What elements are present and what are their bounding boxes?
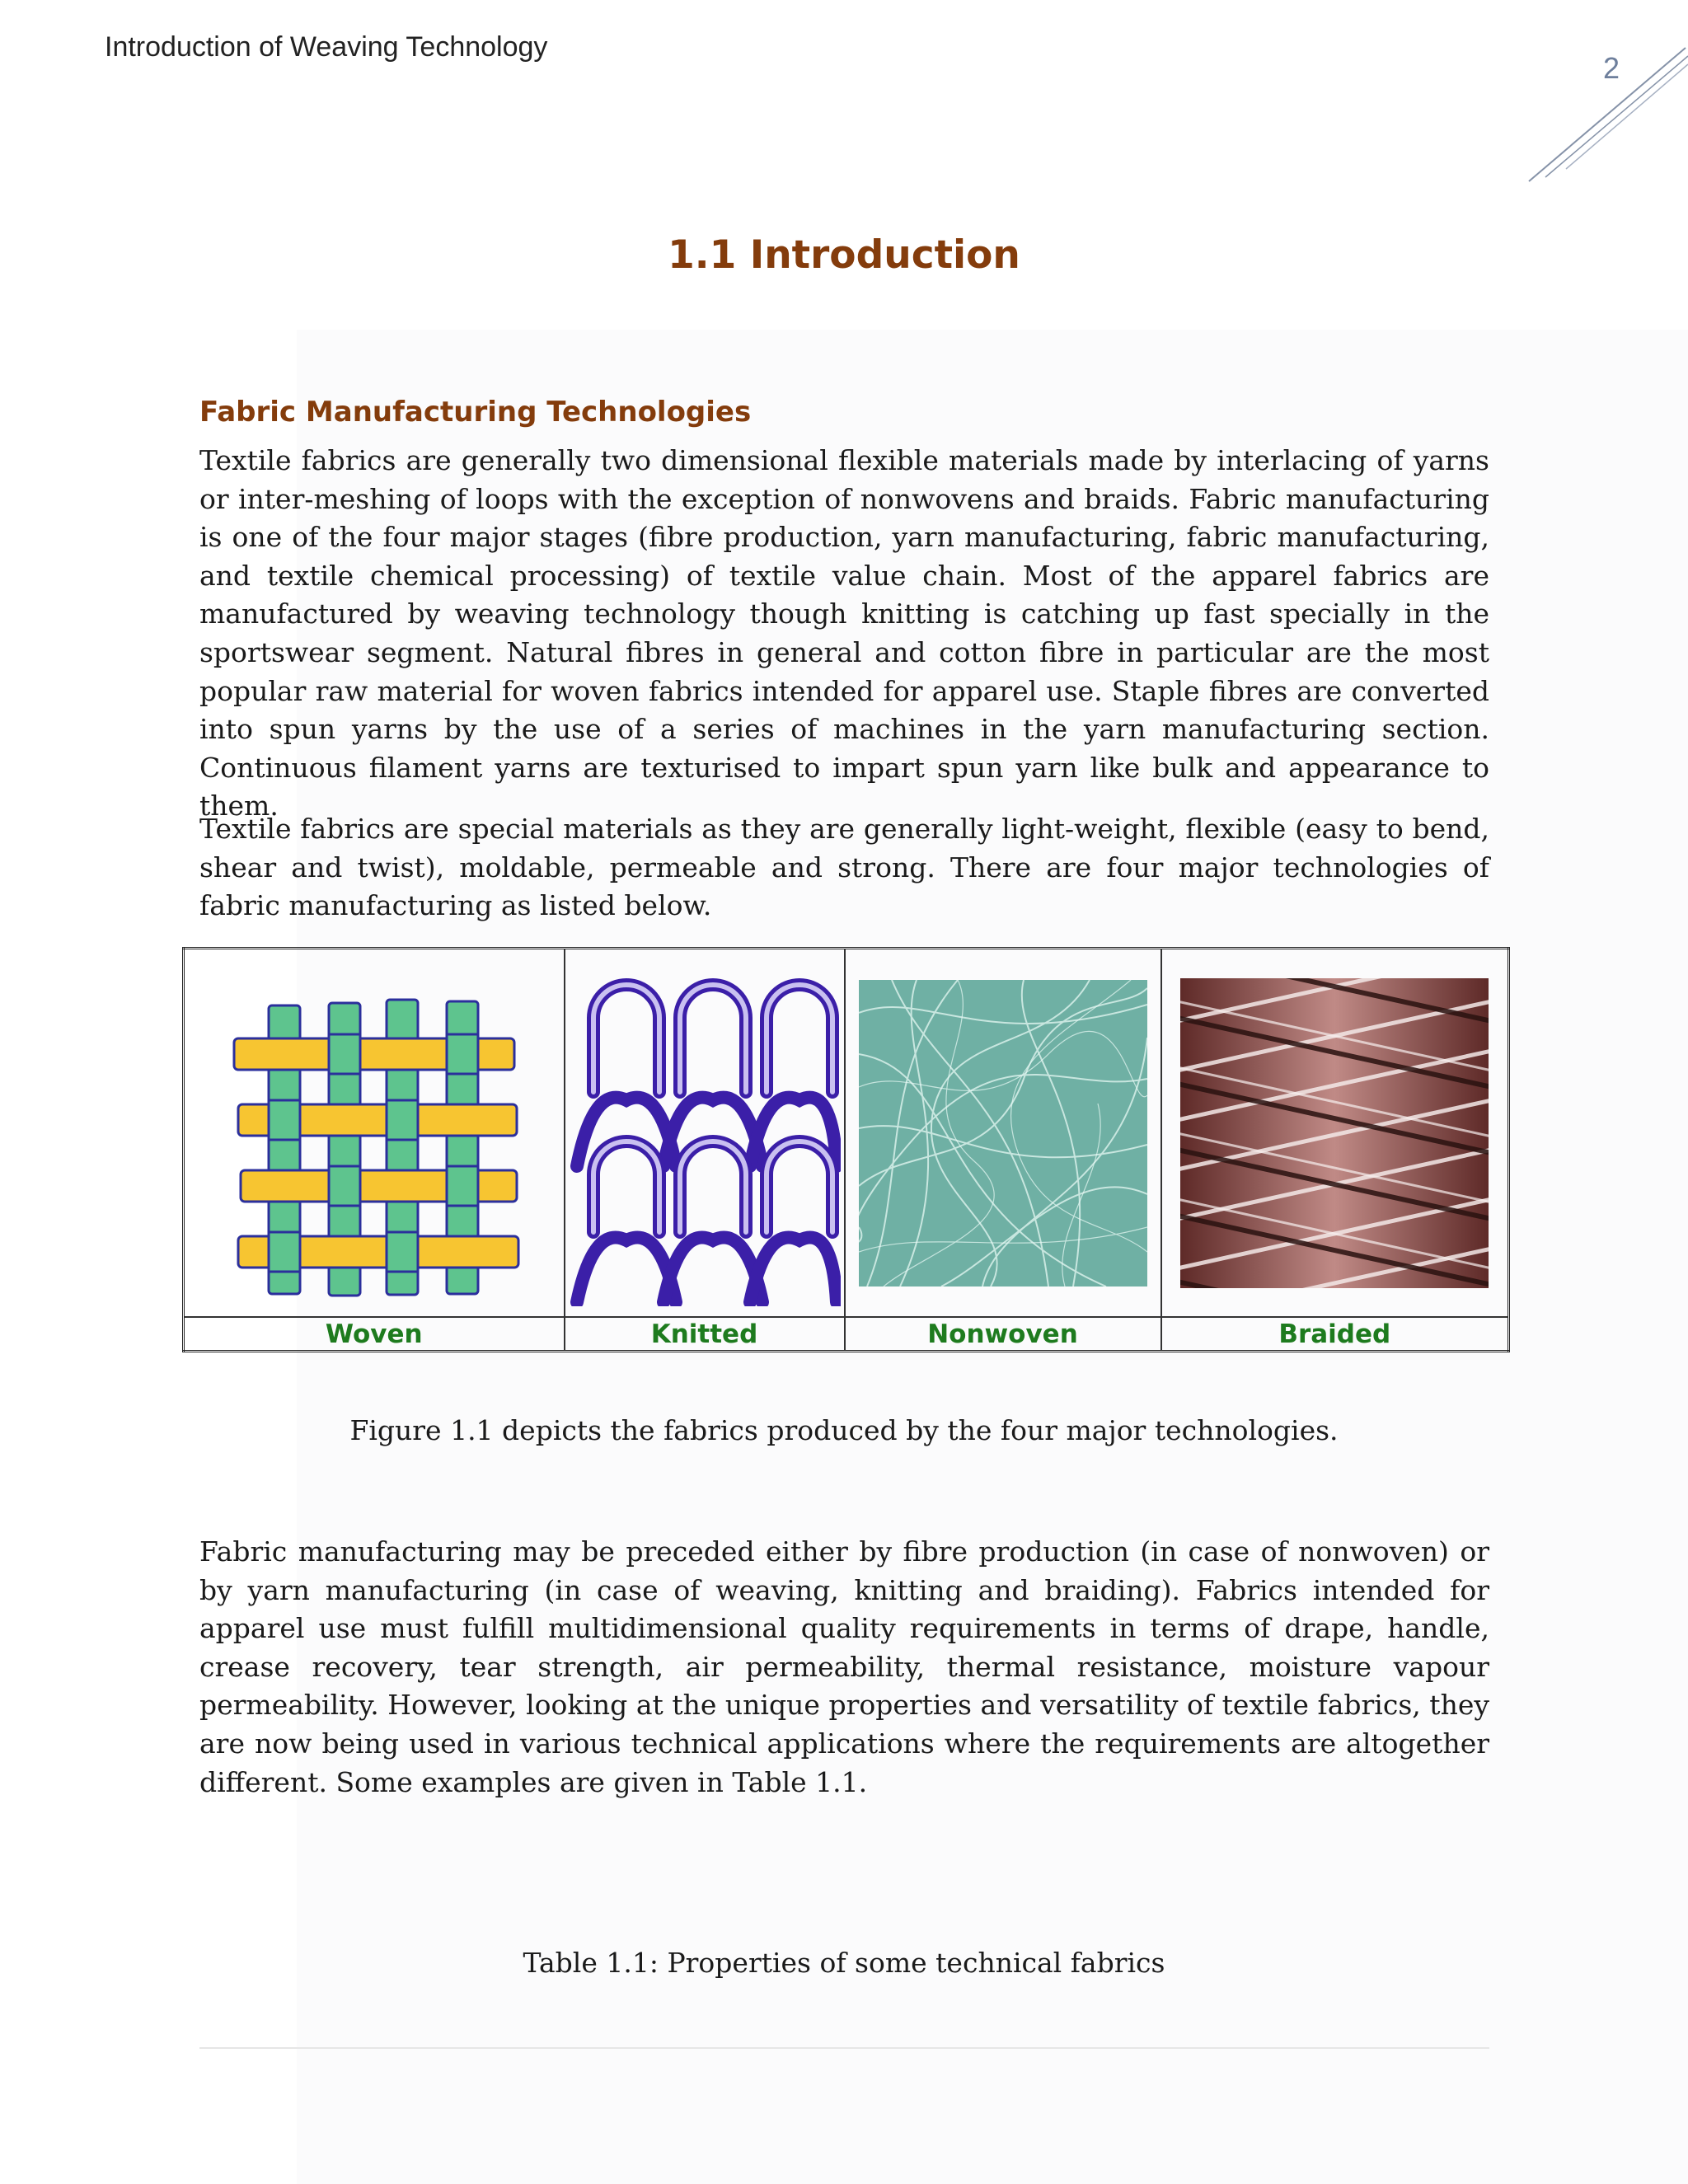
- paragraph-properties: Textile fabrics are special materials as they are generally light-weight, flexible (easy to bend, shear and twist), moldable, permeable and strong. There are four major technologies of fabric manufacturing as listed below.: [199, 813, 1489, 922]
- woven-fabric-image: [218, 968, 531, 1298]
- label-braided: Braided: [1161, 1317, 1509, 1351]
- nonwoven-fabric-image: [859, 980, 1147, 1286]
- knitted-image-cell: [565, 949, 845, 1318]
- paragraph-intro: Textile fabrics are generally two dimensional flexible materials made by interlacing of yarns or inter-meshing of loops with the exception of nonwovens and braids. Fabric manufacturing is one of the four major stages (fibre production, yarn manufacturing, fabric manufacturing, and textile chemical processing) of textile value chain. Most of the apparel fabrics are manufactured by weaving technology though knitting is catching up fast specially in the sportswear segment. Natural fibres in general and cotton fibre in particular are the most popular raw material for woven fabrics intended for apparel use. Staple fibres are converted into spun yarns by the use of a series of machines in the yarn manufacturing section. Continuous filament yarns are texturised to impart spun yarn like bulk and appearance to them.: [199, 444, 1489, 823]
- running-header: Introduction of Weaving Technology: [105, 31, 548, 63]
- figure-caption: Figure 1.1 depicts the fabrics produced by the four major technologies.: [349, 1414, 1339, 1446]
- woven-image-cell: [184, 949, 565, 1318]
- page-number: 2: [1603, 51, 1620, 85]
- label-nonwoven: Nonwoven: [845, 1317, 1161, 1351]
- braided-fabric-image: [1180, 978, 1489, 1288]
- label-woven: Woven: [184, 1317, 565, 1351]
- braided-image-cell: [1161, 949, 1509, 1318]
- paragraph-applications: Fabric manufacturing may be preceded either by fibre production (in case of nonwoven) or by yarn manufacturing (in case of weaving, knitting and braiding). Fabrics intended for apparel use must fulfill multidimensional quality requirements in terms of drape, handle, crease recovery, tear strength, air permeability, thermal resistance, moisture vapour permeability. However, looking at the unique properties and versatility of textile fabrics, they are now being used in various technical applications where the requirements are altogether different. Some examples are given in Table 1.1.: [199, 1535, 1489, 1798]
- nonwoven-image-cell: [845, 949, 1161, 1318]
- footer-divider: [199, 2047, 1489, 2049]
- knitted-fabric-image: [569, 960, 841, 1306]
- fabric-technologies-figure: [182, 947, 1510, 1352]
- table-caption: Table 1.1: Properties of some technical fabrics: [523, 1947, 1165, 1979]
- label-knitted: Knitted: [565, 1317, 845, 1351]
- page-title: 1.1 Introduction: [668, 232, 1020, 278]
- section-heading: Fabric Manufacturing Technologies: [199, 396, 752, 429]
- corner-decoration: [1517, 41, 1688, 190]
